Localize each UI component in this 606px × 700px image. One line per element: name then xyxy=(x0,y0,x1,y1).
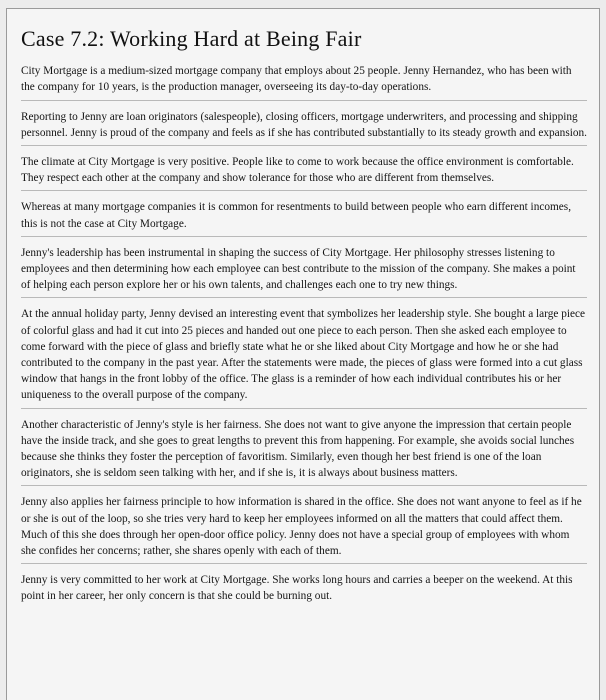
paragraph-5: Jenny's leadership has been instrumental in shaping the success of City Mortgage. Her philosophy stresses listening to employees and then determining how each employee can best contribute to the mission of the company. She makes a point of helping each person explore her or his own talents, and challenges each one to try new things. xyxy=(21,245,587,299)
paragraph-3: The climate at City Mortgage is very positive. People like to come to work because the office environment is comfortable. They respect each other at the company and show tolerance for those who are different from themselves. xyxy=(21,154,587,191)
paragraph-7: Another characteristic of Jenny's style is her fairness. She does not want to give anyone the impression that certain people have the inside track, and she goes to great lengths to prevent this from happening. For example, she avoids social lunches because she thinks they foster the perception of favoritism. Similarly, even though her best friend is one of the loan originators, she is seldom seen talking with her, and if she is, it is always about business matters. xyxy=(21,417,587,487)
case-title: Case 7.2: Working Hard at Being Fair xyxy=(21,26,362,51)
paragraph-8: Jenny also applies her fairness principle to how information is shared in the office. She does not want anyone to feel as if he or she is out of the loop, so she tries very hard to keep her employees informed on all the matters that could affect them. Much of this she does through her open-door office policy. Jenny does not have a special group of employees with whom she confides her concerns; rather, she shares openly with each of them. xyxy=(21,494,587,564)
document-page xyxy=(6,8,600,700)
paragraph-6: At the annual holiday party, Jenny devised an interesting event that symbolizes her leadership style. She bought a large piece of colorful glass and had it cut into 25 pieces and handed out one piece to each person. Then she asked each employee to come forward with the piece of glass and briefly state what he or she liked about City Mortgage and how he or she had contributed to the company in the past year. After the statements were made, the pieces of glass were formed into a cut glass window that hangs in the front lobby of the office. The glass is a reminder of how each individual contributes his or her uniqueness to the overall purpose of the company. xyxy=(21,306,587,408)
paragraph-4: Whereas at many mortgage companies it is common for resentments to build between people who earn different incomes, this is not the case at City Mortgage. xyxy=(21,199,587,236)
paragraph-1: City Mortgage is a medium-sized mortgage company that employs about 25 people. Jenny Hernandez, who has been with the company for 10 years, is the production manager, overseeing its day-to-day operations. xyxy=(21,63,587,100)
paragraph-9: Jenny is very committed to her work at City Mortgage. She works long hours and carries a beeper on the weekend. At this point in her career, her only concern is that she could be burning out. xyxy=(21,574,573,603)
paragraph-2: Reporting to Jenny are loan originators (salespeople), closing officers, mortgage underwriters, and processing and shipping personnel. Jenny is proud of the company and feels as if she has contributed substantially to its steady growth and expansion. xyxy=(21,109,587,146)
